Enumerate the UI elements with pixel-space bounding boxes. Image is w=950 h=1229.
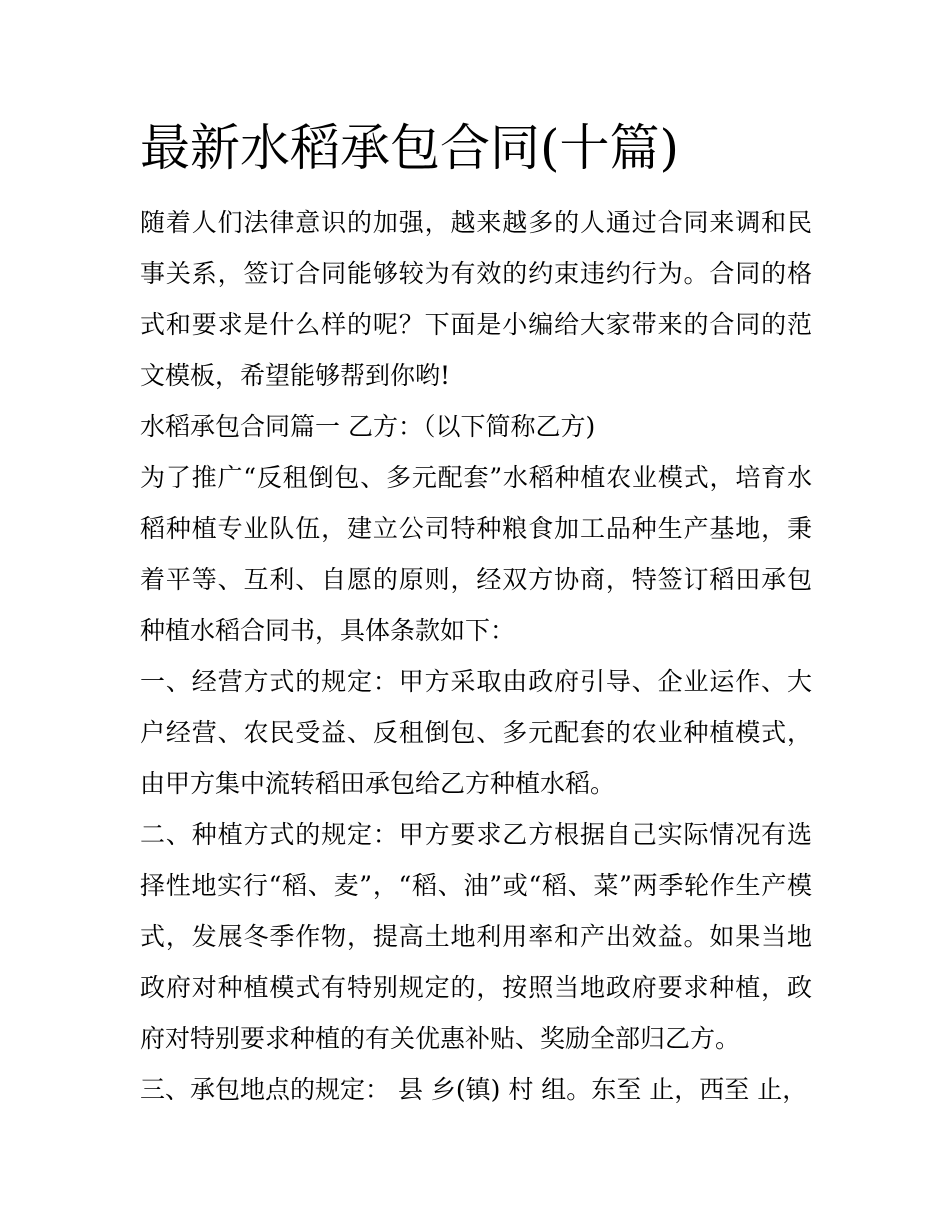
document-title: 最新水稻承包合同(十篇) [140,119,680,177]
clause-one-paragraph: 一、经营方式的规定：甲方采取由政府引导、企业运作、大户经营、农民受益、反租倒包、多元配套的农业种植模式，由甲方集中流转稻田承包给乙方种植水稻。 [140,667,812,798]
clause-three-paragraph: 三、承包地点的规定： 县 乡(镇) 村 组。东至 止，西至 止， [140,1075,808,1104]
contract-one-heading: 水稻承包合同篇一 乙方：（以下简称乙方) [140,412,596,441]
intro-paragraph: 随着人们法律意识的加强，越来越多的人通过合同来调和民事关系，签订合同能够较为有效的约束违约行为。合同的格式和要求是什么样的呢？下面是小编给大家带来的合同的范文模板，希望能够帮到你哟! [140,208,812,390]
preamble-paragraph: 为了推广“反租倒包、多元配套”水稻种植农业模式，培育水稻种植专业队伍，建立公司特种粮食加工品种生产基地，秉着平等、互利、自愿的原则，经双方协商，特签订稻田承包种植水稻合同书，具体条款如下： [140,463,812,645]
clause-two-paragraph: 二、种植方式的规定：甲方要求乙方根据自己实际情况有选择性地实行“稻、麦”，“稻、油”或“稻、菜”两季轮作生产模式，发展冬季作物，提高土地利用率和产出效益。如果当地政府对种植模式有特别规定的，按照当地政府要求种植，政府对特别要求种植的有关优惠补贴、奖励全部归乙方。 [140,820,812,1053]
document-body [140,197,812,1115]
